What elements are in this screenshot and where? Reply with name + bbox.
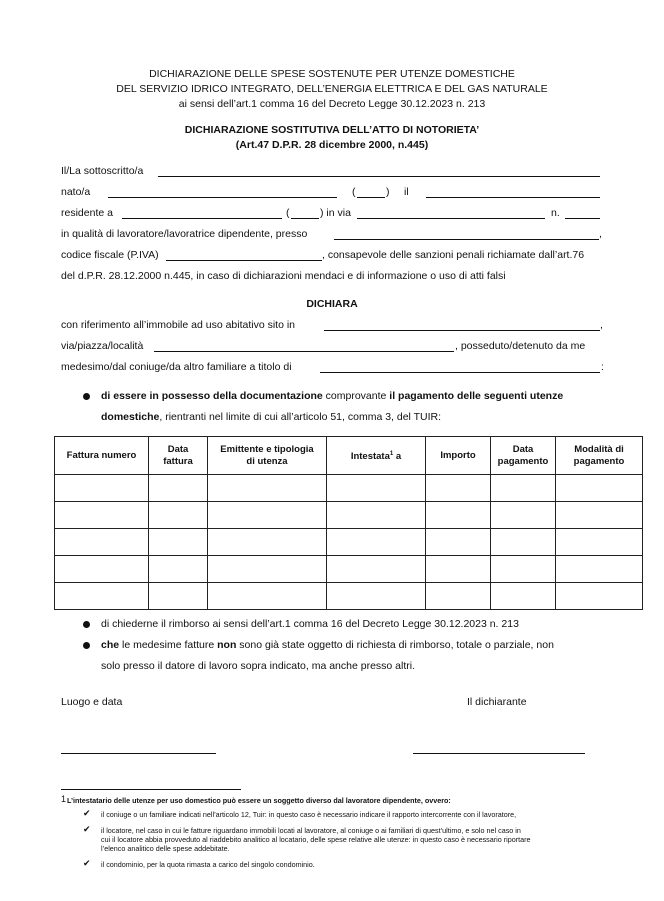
table-cell[interactable] (149, 502, 208, 529)
footnote-item-1: il coniuge o un familiare indicati nell’articolo 12, Tuir: in questo caso è necessario indicare il rapporto intercorrente con il lavoratore, (101, 810, 517, 819)
table-cell[interactable] (149, 475, 208, 502)
table-row (55, 556, 643, 583)
table-cell[interactable] (327, 502, 426, 529)
table-cell[interactable] (327, 475, 426, 502)
paren-open-residenza: ( (286, 207, 290, 219)
field-numero-civico[interactable] (565, 218, 600, 219)
label-nato: nato/a (61, 186, 91, 198)
table-cell[interactable] (491, 529, 556, 556)
label-posseduto: , posseduto/detenuto da me (455, 340, 586, 352)
table-cell[interactable] (208, 556, 327, 583)
table-body (55, 475, 643, 610)
label-numero: n. (551, 207, 560, 219)
paren-close-nato: ) (386, 186, 390, 198)
table-cell[interactable] (556, 475, 643, 502)
table-cell[interactable] (55, 583, 149, 610)
table-cell[interactable] (149, 529, 208, 556)
table-header-row (55, 437, 643, 475)
header-importo: Importo (426, 437, 491, 475)
table-cell[interactable] (491, 556, 556, 583)
table-cell[interactable] (491, 502, 556, 529)
bullet-3-line-2: solo presso il datore di lavoro sopra indicato, ma anche presso altri. (101, 660, 415, 672)
header-intestata: Intestata$^1$ a (327, 437, 426, 475)
table-cell[interactable] (55, 529, 149, 556)
field-luogo-nascita[interactable] (108, 197, 337, 198)
footnote-separator (61, 789, 241, 790)
table-cell[interactable] (327, 556, 426, 583)
field-sottoscritto[interactable] (158, 176, 600, 177)
footnote-item-2a: il locatore, nel caso in cui le fatture riguardano immobili locati al lavoratore, al coniuge o ai familiari di quest’ultimo, e solo nel caso in (101, 826, 521, 835)
footnote-ref: 1 (389, 450, 394, 457)
label-il: il (404, 186, 409, 198)
field-titolo[interactable] (320, 372, 600, 373)
check-icon: ✔ (83, 858, 91, 868)
colon-medesimo: : (601, 361, 604, 373)
table-cell[interactable] (556, 556, 643, 583)
check-icon: ✔ (83, 824, 91, 834)
table-cell[interactable] (208, 529, 327, 556)
label-dichiarante: Il dichiarante (467, 696, 527, 708)
text-dpr: del d.P.R. 28.12.2000 n.445, in caso di dichiarazioni mendaci e di informazione o uso di atti falsi (61, 270, 506, 282)
bullet-1-normal-1: comprovante (322, 390, 390, 402)
header-line-3: ai sensi dell’art.1 comma 16 del Decreto Legge 30.12.2023 n. 213 (178, 98, 486, 110)
table-cell[interactable] (208, 475, 327, 502)
table-cell[interactable] (556, 529, 643, 556)
bullet-icon (83, 621, 90, 628)
table-cell[interactable] (491, 583, 556, 610)
footnote-item-2c: l’elenco analitico delle spese addebitate. (101, 844, 230, 853)
table-cell[interactable] (327, 529, 426, 556)
header-line-1: DICHIARAZIONE DELLE SPESE SOSTENUTE PER UTENZE DOMESTICHE (149, 68, 515, 80)
bullet-icon (83, 393, 90, 400)
table-row (55, 529, 643, 556)
field-data-nascita[interactable] (426, 197, 600, 198)
table-cell[interactable] (426, 529, 491, 556)
dichiara-title: DICHIARA (306, 298, 358, 310)
footnote-intro: L’intestatario delle utenze per uso domestico può essere un soggetto diverso dal lavoratore dipendente, ovvero: (67, 796, 451, 805)
label-luogo-data: Luogo e data (61, 696, 123, 708)
label-codice-fiscale: codice fiscale (P.IVA) (61, 249, 159, 261)
field-datore-lavoro[interactable] (334, 239, 599, 240)
label-residente: residente a (61, 207, 113, 219)
header-data-fattura: Data fattura (149, 437, 208, 475)
label-sottoscritto: Il/La sottoscritto/a (61, 165, 144, 177)
table-cell[interactable] (426, 475, 491, 502)
header-fattura-numero: Fattura numero (55, 437, 149, 475)
table-row (55, 475, 643, 502)
comma-riferimento: , (600, 319, 603, 331)
table-cell[interactable] (208, 583, 327, 610)
table-cell[interactable] (426, 556, 491, 583)
header-data-pagamento: Data pagamento (491, 437, 556, 475)
bullet-1-line-1 (101, 389, 604, 403)
header-line-2: DEL SERVIZIO IDRICO INTEGRATO, DELL’ENERGIA ELETTRICA E DEL GAS NATURALE (116, 83, 548, 95)
header-emittente: Emittente e tipologia di utenza (208, 437, 327, 475)
table-cell[interactable] (149, 556, 208, 583)
label-riferimento: con riferimento all’immobile ad uso abitativo sito in (61, 319, 296, 331)
table-cell[interactable] (55, 502, 149, 529)
field-via[interactable] (357, 218, 545, 219)
field-provincia-nascita[interactable] (357, 197, 385, 198)
label-via-piazza: via/piazza/località (61, 340, 144, 352)
footnote-item-3: il condominio, per la quota rimasta a carico del singolo condominio. (101, 860, 315, 869)
table-cell[interactable] (556, 502, 643, 529)
comma-qualita: , (599, 228, 602, 240)
subtitle-line-1: DICHIARAZIONE SOSTITUTIVA DELL’ATTO DI NOTORIETA’ (184, 124, 480, 136)
field-immobile-sito[interactable] (324, 330, 600, 331)
field-luogo-data[interactable] (61, 753, 216, 754)
table-cell[interactable] (55, 556, 149, 583)
table-cell[interactable] (556, 583, 643, 610)
table-cell[interactable] (491, 475, 556, 502)
field-firma[interactable] (413, 753, 585, 754)
field-codice-fiscale[interactable] (166, 260, 322, 261)
bullet-1-bold-3: domestiche (101, 411, 160, 423)
footnote-number: 1 (61, 794, 67, 804)
bullet-1-bold-1: di essere in possesso della documentazione (101, 390, 323, 402)
check-icon: ✔ (83, 808, 91, 818)
footnote-item-2b: cui il locatore abbia provveduto al riaddebito analitico al locatario, delle spese relative alle utenze: in questo caso è necessario riportare (101, 835, 531, 844)
table-row (55, 583, 643, 610)
bullet-1-line-2 (101, 410, 441, 424)
field-via-piazza[interactable] (154, 351, 454, 352)
label-qualita: in qualità di lavoratore/lavoratrice dipendente, presso (61, 228, 308, 240)
field-residenza[interactable] (122, 218, 282, 219)
bullet-1-bold-2: il pagamento delle seguenti utenze (389, 390, 564, 402)
bullet-1-normal-2: , rientranti nel limite di cui all’articolo 51, comma 3, del TUIR: (159, 411, 442, 423)
subtitle-line-2: (Art.47 D.P.R. 28 dicembre 2000, n.445) (235, 139, 429, 151)
bullet-3-line-1: che le medesime fatture non sono già state oggetto di richiesta di rimborso, totale o parziale, non (101, 639, 554, 651)
table-cell[interactable] (55, 475, 149, 502)
table-cell[interactable] (426, 583, 491, 610)
table-cell[interactable] (426, 502, 491, 529)
label-consapevole: , consapevole delle sanzioni penali richiamate dall’art.76 (322, 249, 585, 261)
field-provincia-residenza[interactable] (291, 218, 319, 219)
table-row (55, 502, 643, 529)
paren-open-nato: ( (352, 186, 356, 198)
label-in-via: ) in via (320, 207, 351, 219)
label-medesimo: medesimo/dal coniuge/da altro familiare a titolo di (61, 361, 292, 373)
bullet-icon (83, 642, 90, 649)
table-cell[interactable] (327, 583, 426, 610)
table-cell[interactable] (208, 502, 327, 529)
header-modalita: Modalità di pagamento (556, 437, 643, 475)
bullet-2-text: di chiederne il rimborso ai sensi dell’art.1 comma 16 del Decreto Legge 30.12.2023 n. 213 (101, 618, 519, 630)
utenze-table (54, 436, 643, 610)
table-cell[interactable] (149, 583, 208, 610)
